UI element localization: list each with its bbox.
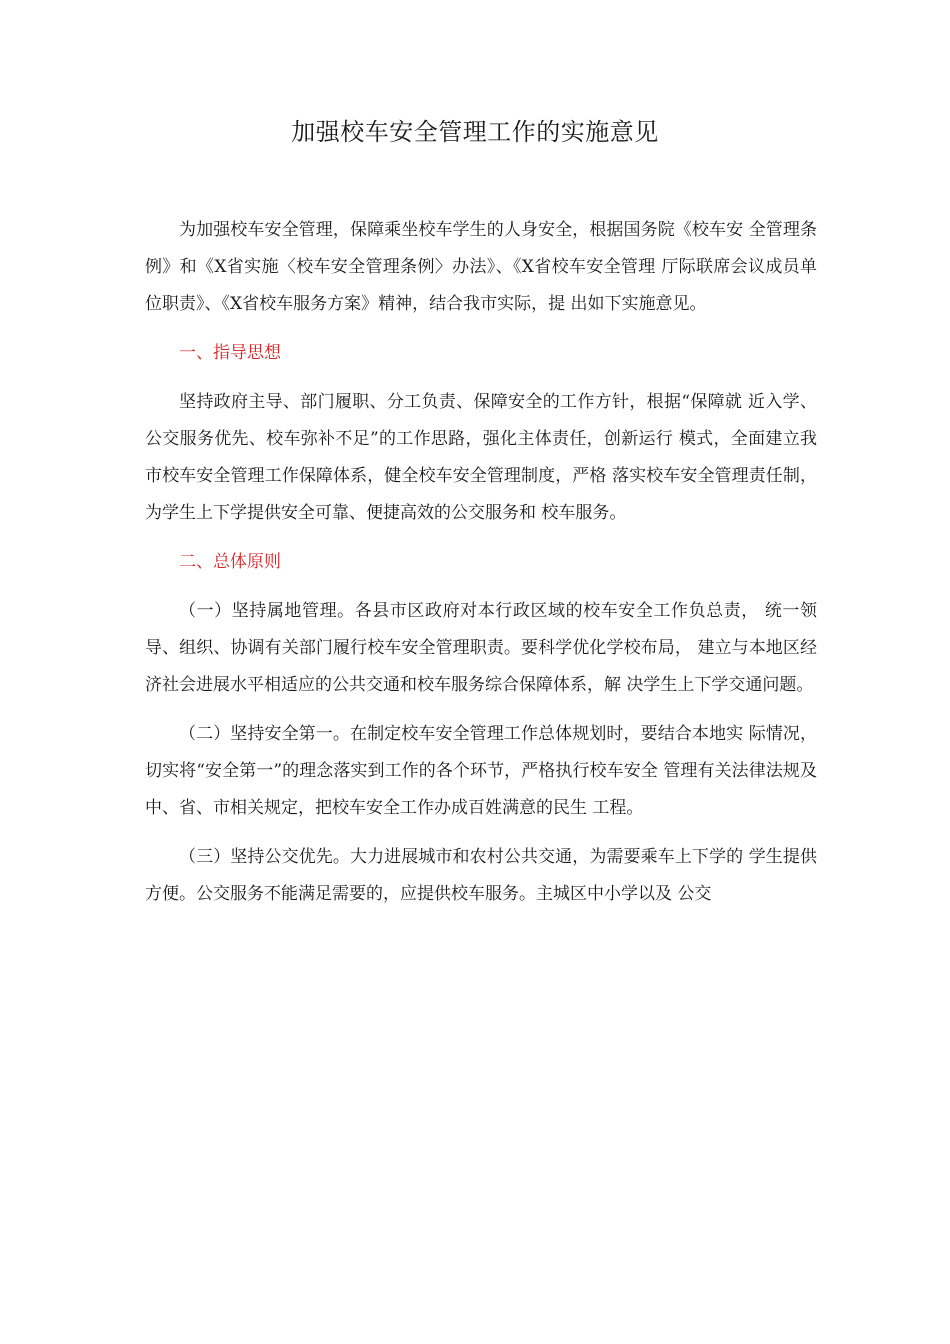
section-heading-general-principles: 二、总体原则 [179, 552, 281, 572]
document-body [145, 212, 817, 913]
principle-paragraph-1: （一）坚持属地管理。各县市区政府对本行政区域的校车安全工作负总责， 统一领导、组织、协调有关部门履行校车安全管理职责。要科学优化学校布局， 建立与本地区经济社会进展水平相适应的公共交通和校车服务综合保障体系，解 决学生上下学交通问题。 [145, 601, 817, 695]
principle-paragraph-3: （三）坚持公交优先。大力进展城市和农村公共交通，为需要乘车上下学的 学生提供方便。公交服务不能满足需要的，应提供校车服务。主城区中小学以及 公交 [145, 847, 817, 904]
section-heading-guiding-ideology: 一、指导思想 [179, 343, 281, 363]
document-title: 加强校车安全管理工作的实施意见 [291, 118, 659, 146]
intro-paragraph: 为加强校车安全管理，保障乘坐校车学生的人身安全，根据国务院《校车安 全管理条例》和《X省实施〈校车安全管理条例〉办法》、《X省校车安全管理 厅际联席会议成员单位职责》、《X省校车服务方案》精神，结合我市实际，提 出如下实施意见。 [145, 220, 817, 314]
guiding-ideology-paragraph: 坚持政府主导、部门履职、分工负责、保障安全的工作方针，根据“保障就 近入学、公交服务优先、校车弥补不足”的工作思路，强化主体责任，创新运行 模式，全面建立我市校车安全管理工作保障体系，健全校车安全管理制度，严格 落实校车安全管理责任制，为学生上下学提供安全可靠、便捷高效的公交服务和 校车服务。 [145, 392, 817, 523]
principle-paragraph-2: （二）坚持安全第一。在制定校车安全管理工作总体规划时，要结合本地实 际情况，切实将“安全第一”的理念落实到工作的各个环节，严格执行校车安全 管理有关法律法规及中、省、市相关规定，把校车安全工作办成百姓满意的民生 工程。 [145, 724, 817, 818]
